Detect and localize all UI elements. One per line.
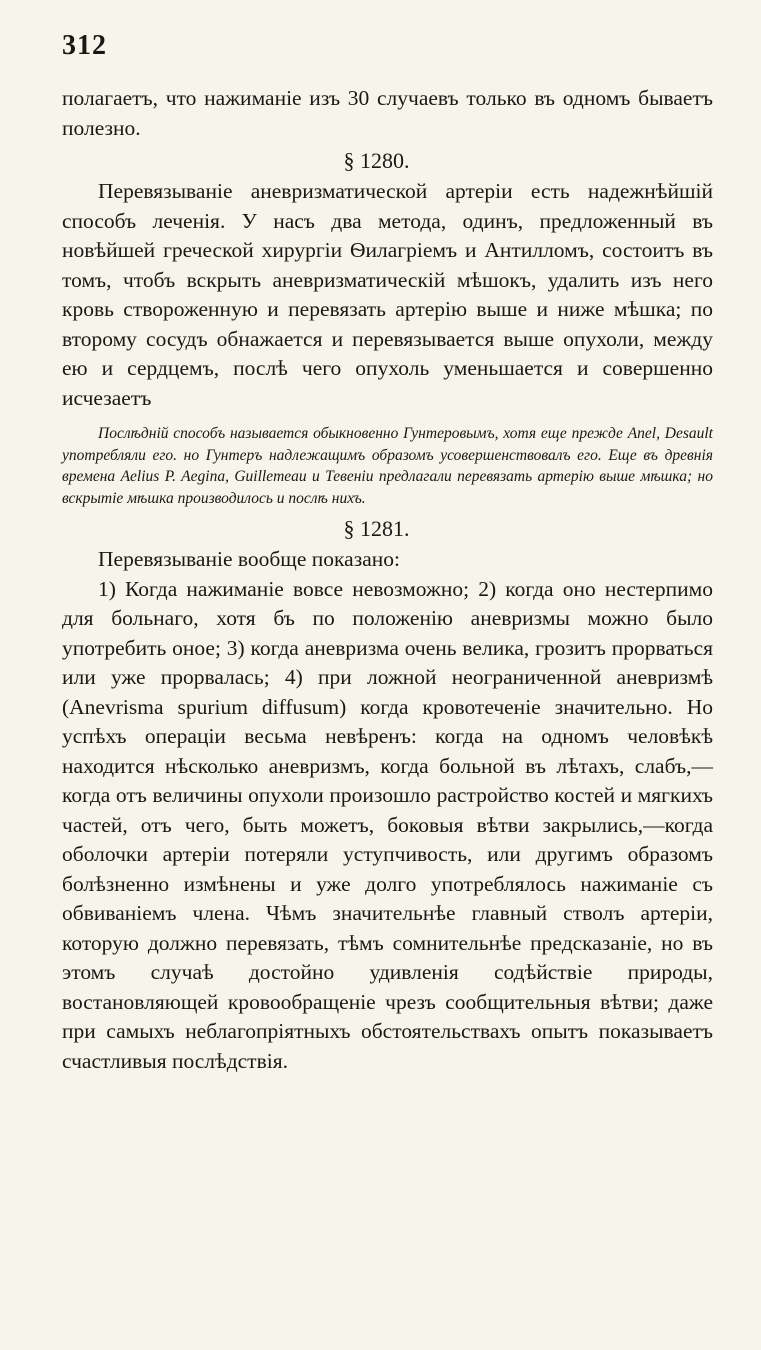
section-1281-body [62, 545, 713, 1076]
section-1280-footnote: Послѣдній способъ называется обыкновенно Гунтеровымъ, хотя еще прежде Anel, Desault употребляли его. но Гунтеръ надлежащимъ образомъ усовершенствовалъ его. Еще въ древнія времена Aelius P. Aegina, Guillemeau и Тевеніи предлагали перевязать артерію выше мѣшка; но вскрытіе мѣшка производилось и послѣ нихъ. [62, 425, 713, 507]
section-1280-paragraph: Перевязываніе аневризматической артеріи есть надежнѣйшій способъ леченія. У насъ два метода, одинъ, предложенный въ новѣйшей греческой хирургіи Ѳилагріемъ и Антилломъ, состоитъ въ томъ, чтобъ вскрыть аневризматическій мѣшокъ, удалить изъ него кровь створоженную и перевязать артерію выше и ниже мѣшка; по второму сосудъ обнажается и перевязывается выше опухоли, между ею и сердцемъ, послѣ чего опухоль уменьшается и совершенно исчезаетъ [62, 179, 713, 410]
section-1280-body [62, 177, 713, 413]
section-1281-paragraph: 1) Когда нажиманіе вовсе невозможно; 2) когда оно нестерпимо для больнаго, хотя бъ по положенію аневризмы можно было употребить оное; 3) когда аневризма очень велика, грозитъ прорваться или уже прорвалась; 4) при ложной неограниченной аневризмѣ (Anevrisma spurium diffusum) когда кровотеченіе значительно. Но успѣхъ операціи весьма невѣренъ: когда на одномъ человѣкѣ находится нѣсколько аневризмъ, когда больной въ лѣтахъ, слабъ,—когда отъ величины опухоли произошло растройство костей и мягкихъ частей, отъ чего, быть можетъ, боковыя вѣтви закрылись,—когда оболочки артеріи потеряли уступчивость, или другимъ образомъ болѣзненно измѣнены и уже долго употреблялось нажиманіе съ обвиваніемъ члена. Чѣмъ значительнѣе главный стволъ артеріи, которую должно перевязать, тѣмъ сомнительнѣе предсказаніе, но въ этомъ случаѣ достойно удивленія содѣйствіе природы, востановляющей кровообращеніе чрезъ сообщительныя вѣтви; даже при самыхъ неблагопріятныхъ обстоятельствахъ опытъ показываетъ счастливыя послѣдствія. [62, 576, 713, 1073]
section-heading-1281: § 1281. [343, 516, 410, 541]
section-heading-1280: § 1280. [343, 148, 410, 173]
intro-paragraph: полагаетъ, что нажиманіе изъ 30 случаевъ только въ одномъ бываетъ полезно. [62, 86, 713, 140]
section-1281-lead: Перевязываніе вообще показано: [98, 547, 400, 571]
page-number: 312 [62, 30, 107, 61]
